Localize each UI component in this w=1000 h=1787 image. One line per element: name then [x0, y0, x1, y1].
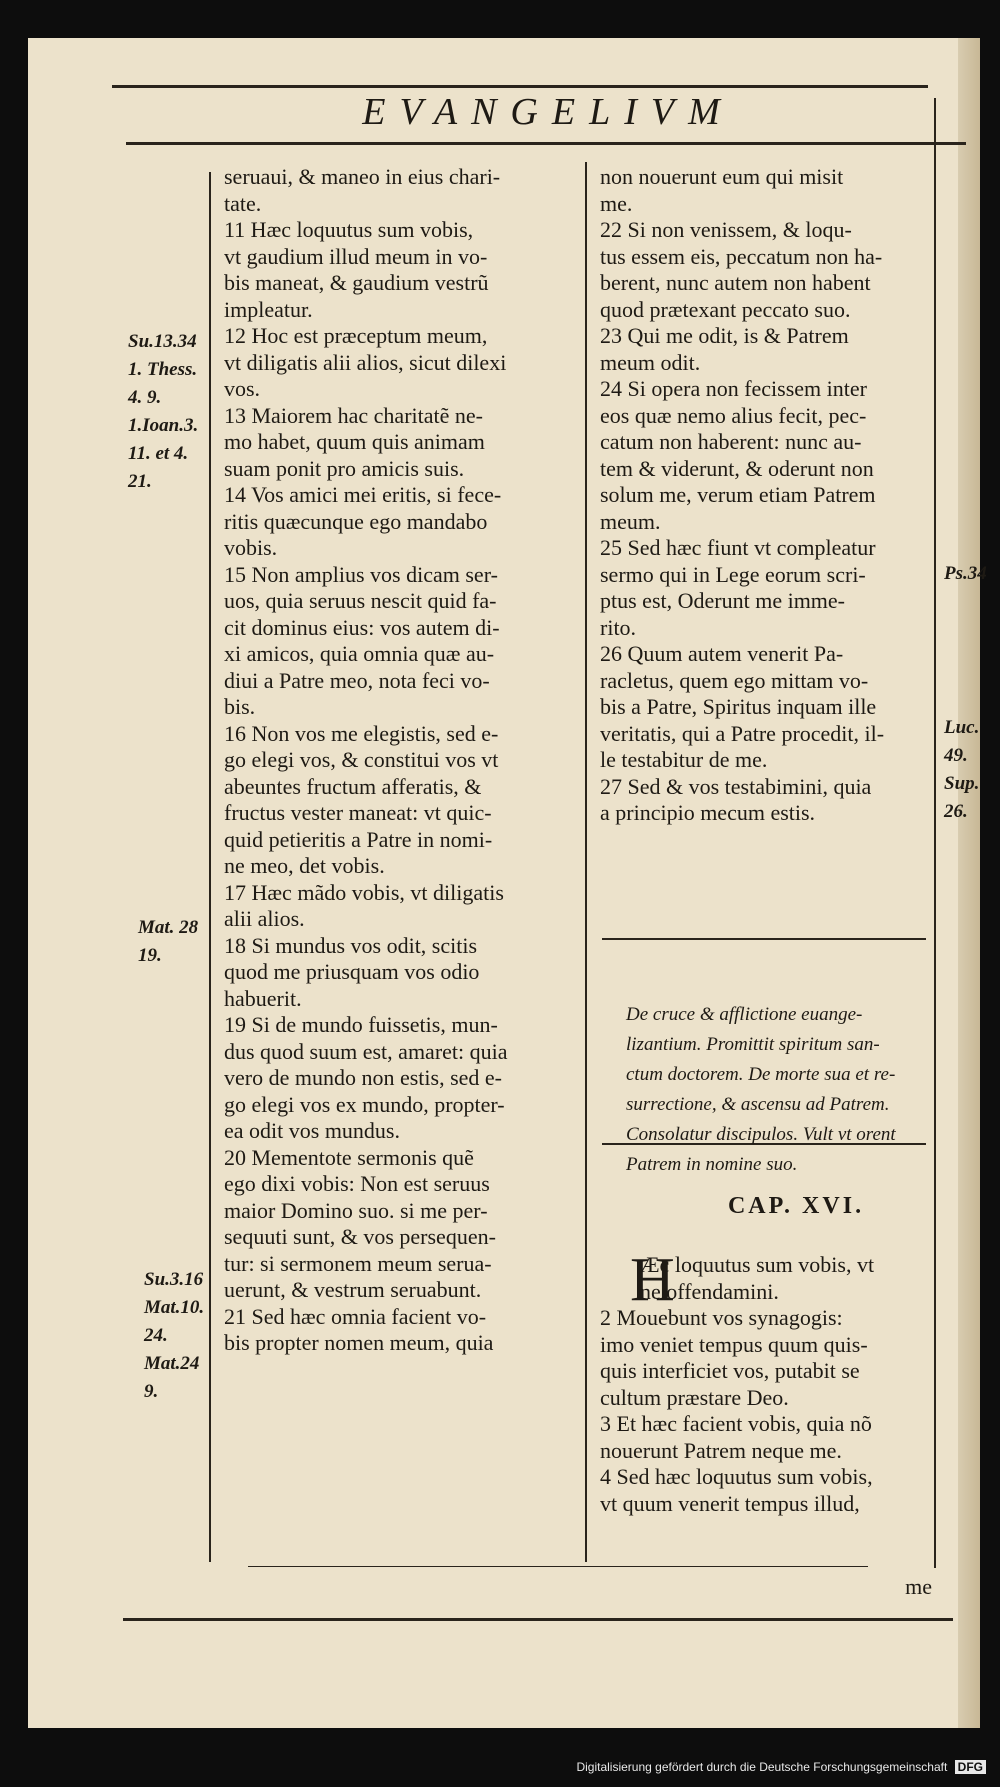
- text-line: 3 Et hæc facient vobis, quia nõ: [600, 1411, 872, 1436]
- text-line: bis propter nomen meum, quia: [224, 1330, 494, 1355]
- text-line: meum.: [600, 508, 661, 534]
- text-line: bis maneat, & gaudium vestrũ: [224, 270, 489, 295]
- summary-line: ctum doctorem. De morte sua et re-: [626, 1064, 896, 1085]
- margin-note-right: Luc.: [944, 717, 980, 738]
- margin-rule-left: [209, 172, 211, 1562]
- margin-note: Mat.10.: [144, 1297, 205, 1318]
- text-line: diui a Patre meo, nota feci vo-: [224, 667, 490, 693]
- margin-note: 11. et 4.: [128, 443, 189, 464]
- margin-note: 1.Ioan.3.: [128, 415, 199, 436]
- text-line: seruaui, & maneo in eius chari-: [224, 164, 501, 189]
- margin-note: Mat.24: [144, 1353, 200, 1374]
- column-divider: [585, 162, 587, 1562]
- margin-note: 1. Thess.: [128, 359, 198, 380]
- catchword: me: [905, 1574, 932, 1599]
- text-line: cit dominus eius: vos autem di-: [224, 614, 500, 640]
- text-line: go elegi vos ex mundo, propter-: [224, 1091, 505, 1117]
- text-line: veritatis, qui a Patre procedit, il-: [600, 720, 885, 746]
- text-line: 27 Sed & vos testabimini, quia: [600, 773, 872, 799]
- drop-capital: H: [630, 1246, 675, 1314]
- text-line: xi amicos, quia omnia quæ au-: [224, 641, 495, 666]
- text-line: 26 Quum autem venerit Pa-: [600, 641, 844, 666]
- text-line: quis interficiet vos, putabit se: [600, 1358, 860, 1383]
- text-line: imo veniet tempus quum quis-: [600, 1331, 868, 1357]
- book-page: [28, 38, 987, 1728]
- text-line: 15 Non amplius vos dicam ser-: [224, 561, 498, 587]
- margin-note-right: 26.: [944, 801, 968, 822]
- text-line: cultum præstare Deo.: [600, 1384, 789, 1410]
- summary-line: lizantium. Promittit spiritum san-: [626, 1034, 880, 1055]
- text-line: 25 Sed hæc fiunt vt compleatur: [600, 535, 876, 560]
- text-line: racletus, quem ego mittam vo-: [600, 667, 869, 693]
- text-line: go elegi vos, & constitui vos vt: [224, 747, 499, 772]
- text-line: Æc loquutus sum vobis, vt: [640, 1252, 875, 1277]
- text-line: le testabitur de me.: [600, 747, 768, 772]
- text-line: me.: [600, 190, 633, 216]
- chapter-text: [600, 1246, 930, 1517]
- text-line: ne meo, det vobis.: [224, 853, 385, 878]
- text-line: ptus est, Oderunt me imme-: [600, 588, 846, 613]
- text-line: 14 Vos amici mei eritis, si fece-: [224, 482, 502, 507]
- margin-note-right: Ps.34: [944, 563, 987, 584]
- text-line: vero de mundo non estis, sed e-: [224, 1065, 502, 1090]
- summary-line: Consolatur discipulos. Vult vt orent: [626, 1124, 896, 1145]
- header-bottom-rule: [126, 142, 966, 145]
- text-line: abeuntes fructum afferatis, &: [224, 773, 482, 799]
- digitization-credit: [0, 1760, 1000, 1774]
- margin-note: 21.: [128, 471, 152, 492]
- text-line: 24 Si opera non fecissem inter: [600, 376, 867, 401]
- margin-note: 19.: [138, 945, 162, 966]
- text-line: tur: si sermonem meum serua-: [224, 1250, 492, 1276]
- text-line: 21 Sed hæc omnia facient vo-: [224, 1303, 487, 1329]
- text-line: a principio mecum estis.: [600, 800, 816, 825]
- text-line: vt gaudium illud meum in vo-: [224, 243, 488, 269]
- margin-note-right: 49.: [944, 745, 968, 766]
- margin-note: Su.3.16: [144, 1269, 204, 1290]
- text-line: 18 Si mundus vos odit, scitis: [224, 932, 478, 958]
- text-line: uerunt, & vestrum seruabunt.: [224, 1277, 482, 1302]
- text-line: 11 Hæc loquutus sum vobis,: [224, 217, 474, 242]
- text-line: 16 Non vos me elegistis, sed e-: [224, 720, 499, 746]
- text-line: rito.: [600, 614, 637, 640]
- margin-note: Su.13.34: [128, 331, 197, 352]
- text-line: maior Domino suo. si me per-: [224, 1197, 488, 1223]
- text-line: sequuti sunt, & vos persequen-: [224, 1224, 496, 1249]
- text-line: suam ponit pro amicis suis.: [224, 455, 465, 481]
- text-line: bis.: [224, 694, 256, 719]
- footer-rule: [123, 1618, 953, 1621]
- text-column-right: [600, 164, 930, 827]
- running-title: EVANGELIVM: [362, 91, 734, 133]
- margin-rule-right: [934, 98, 936, 1568]
- text-line: solum me, verum etiam Patrem: [600, 482, 876, 507]
- text-line: dus quod suum est, amaret: quia: [224, 1038, 508, 1064]
- text-line: tus essem eis, peccatum non ha-: [600, 243, 883, 269]
- text-line: 23 Qui me odit, is & Patrem: [600, 323, 849, 348]
- text-line: vos.: [224, 376, 261, 401]
- text-line: fructus vester maneat: vt quic-: [224, 800, 492, 825]
- text-line: habuerit.: [224, 985, 302, 1011]
- text-line: quod me priusquam vos odio: [224, 959, 480, 984]
- text-line: vt diligatis alii alios, sicut dilexi: [224, 349, 507, 375]
- text-line: non nouerunt eum qui misit: [600, 164, 844, 189]
- text-line: ea odit vos mundus.: [224, 1118, 400, 1143]
- summary-line: Patrem in nomine suo.: [626, 1154, 798, 1175]
- text-line: vt quum venerit tempus illud,: [600, 1490, 860, 1516]
- text-line: 19 Si de mundo fuissetis, mun-: [224, 1012, 498, 1037]
- text-line: sermo qui in Lege eorum scri-: [600, 561, 866, 587]
- text-line: uos, quia seruus nescit quid fa-: [224, 588, 497, 613]
- text-line: ritis quæcunque ego mandabo: [224, 508, 488, 534]
- text-line: 17 Hæc mãdo vobis, vt diligatis: [224, 879, 504, 905]
- margin-note: 9.: [144, 1381, 159, 1402]
- text-line: quid petieritis a Patre in nomi-: [224, 826, 493, 852]
- text-line: ne offendamini.: [640, 1278, 779, 1304]
- text-line: mo habet, quum quis animam: [224, 429, 485, 454]
- text-line: meum odit.: [600, 349, 701, 375]
- text-line: bis a Patre, Spiritus inquam ille: [600, 694, 877, 719]
- text-line: 4 Sed hæc loquutus sum vobis,: [600, 1464, 873, 1489]
- dfg-logo: DFG: [955, 1760, 986, 1774]
- text-line: quod prætexant peccato suo.: [600, 296, 851, 322]
- summary-line: De cruce & afflictione euange-: [626, 1004, 863, 1025]
- text-line: nouerunt Patrem neque me.: [600, 1437, 842, 1463]
- margin-note: 24.: [144, 1325, 168, 1346]
- section-rule-top: [602, 938, 926, 940]
- text-line: alii alios.: [224, 906, 305, 931]
- chapter-summary: [626, 1000, 966, 1180]
- text-line: 13 Maiorem hac charitatẽ ne-: [224, 402, 483, 428]
- margin-note-right: Sup.: [944, 773, 980, 794]
- text-column-left: [224, 164, 576, 1357]
- text-line: tem & viderunt, & oderunt non: [600, 455, 874, 481]
- summary-line: surrectione, & ascensu ad Patrem.: [626, 1094, 890, 1115]
- credit-text: Digitalisierung gefördert durch die Deutsche Forschungsgemeinschaft: [576, 1760, 948, 1774]
- text-line: 2 Mouebunt vos synagogis:: [600, 1305, 843, 1330]
- text-line: impleatur.: [224, 296, 313, 322]
- text-line: eos quæ nemo alius fecit, pec-: [600, 402, 867, 428]
- text-line: 22 Si non venissem, & loqu-: [600, 217, 852, 242]
- text-line: vobis.: [224, 535, 278, 560]
- text-line: 12 Hoc est præceptum meum,: [224, 323, 488, 348]
- text-line: 20 Mementote sermonis quẽ: [224, 1144, 474, 1170]
- bottom-rule: [248, 1566, 868, 1567]
- page-edge: [958, 38, 980, 1728]
- header-top-rule: [112, 85, 928, 88]
- text-line: catum non haberent: nunc au-: [600, 429, 862, 454]
- text-line: tate.: [224, 190, 262, 216]
- text-line: berent, nunc autem non habent: [600, 270, 871, 295]
- margin-note: Mat. 28: [138, 917, 199, 938]
- text-line: ego dixi vobis: Non est seruus: [224, 1171, 490, 1196]
- margin-note: 4. 9.: [128, 387, 162, 408]
- chapter-heading: CAP. XVI.: [727, 1193, 865, 1219]
